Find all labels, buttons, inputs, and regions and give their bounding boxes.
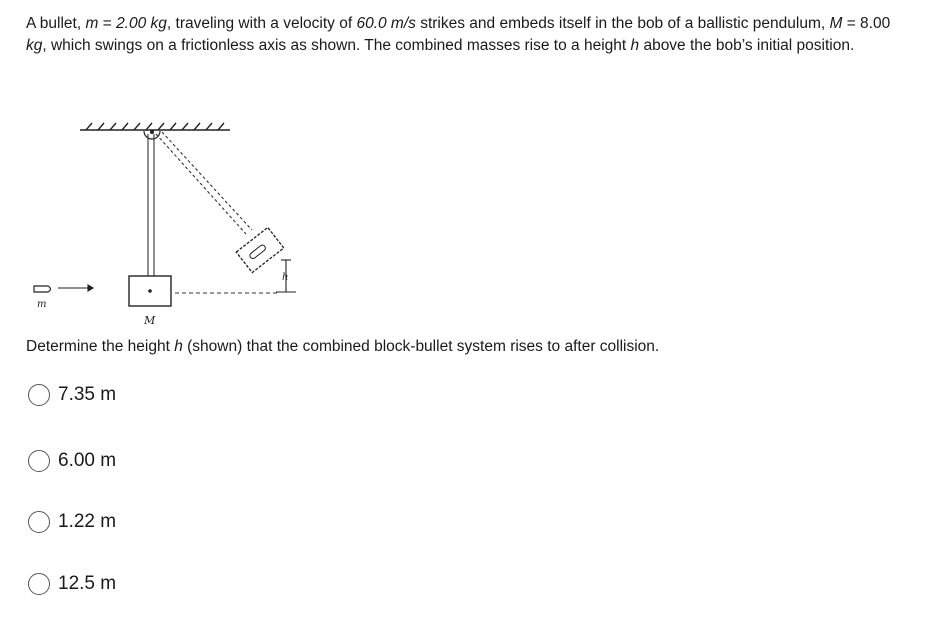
problem-text: above the bob’s initial position. — [639, 37, 855, 54]
ballistic-pendulum-figure — [20, 110, 320, 330]
question-text — [26, 336, 659, 358]
problem-text: = 8.00 — [842, 15, 891, 32]
pivot-pin — [150, 130, 154, 134]
bob-mass-unit: kg — [26, 37, 43, 54]
bullet — [34, 286, 51, 292]
velocity-arrow — [58, 285, 93, 291]
option-2[interactable] — [28, 450, 116, 472]
question-part: (shown) that the combined block-bullet system rises to after collision. — [182, 338, 660, 355]
bob-label: M — [144, 314, 156, 327]
option-1[interactable] — [28, 384, 116, 406]
option-4[interactable] — [28, 573, 116, 595]
swung-rod — [156, 132, 252, 234]
ceiling — [80, 123, 230, 130]
height-label: h — [282, 272, 289, 283]
problem-text: , traveling with a velocity of — [166, 15, 357, 32]
radio-button[interactable] — [28, 384, 50, 406]
option-label: 1.22 m — [58, 511, 117, 532]
radio-button[interactable] — [28, 511, 50, 533]
pendulum-diagram — [20, 110, 320, 330]
radio-button[interactable] — [28, 450, 50, 472]
bullet-velocity-value: 60.0 m/s — [356, 15, 416, 32]
option-label: 6.00 m — [58, 450, 117, 471]
problem-text: strikes and embeds itself in the bob of a ballistic pendulum, — [415, 15, 830, 32]
height-symbol: h — [630, 37, 640, 54]
problem-text: = — [98, 15, 117, 32]
pendulum-rod — [148, 134, 154, 276]
radio-button[interactable] — [28, 573, 50, 595]
bullet-label: m — [37, 299, 47, 310]
swung-bob — [236, 227, 284, 272]
problem-statement — [26, 13, 906, 57]
problem-text: A bullet, — [26, 15, 86, 32]
bob-mass-symbol: M — [829, 15, 843, 32]
bob-center-dot — [148, 289, 152, 293]
option-3[interactable] — [28, 511, 116, 533]
option-label: 12.5 m — [58, 573, 117, 594]
option-label: 7.35 m — [58, 384, 117, 405]
question-part: Determine the height — [26, 338, 175, 355]
height-symbol: h — [174, 338, 183, 355]
problem-text: , which swings on a frictionless axis as shown. The combined masses rise to a height — [42, 37, 631, 54]
bullet-mass-value: 2.00 kg — [116, 15, 167, 32]
bullet-mass-symbol: m — [85, 15, 99, 32]
